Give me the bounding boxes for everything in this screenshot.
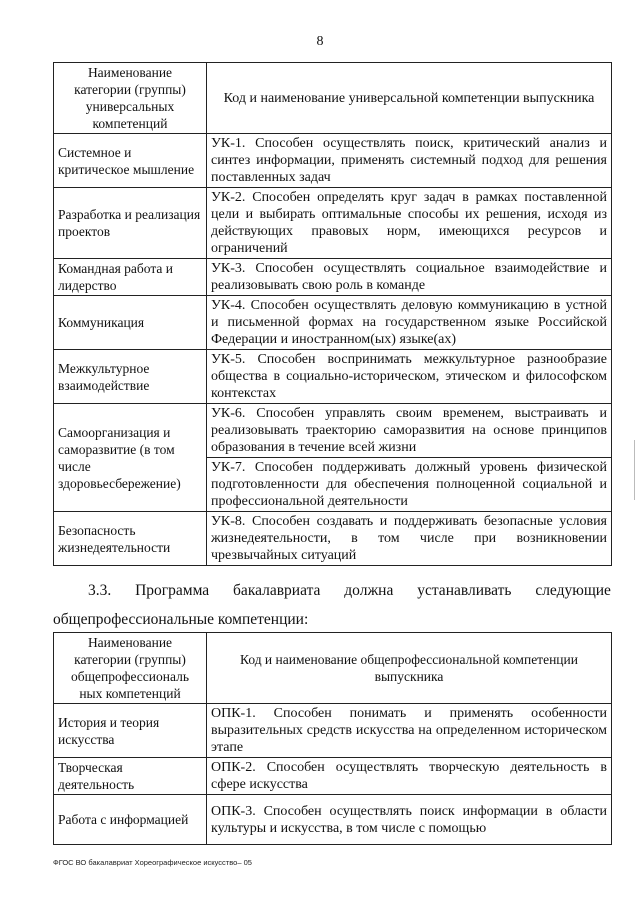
category-cell: Системное и критическое мышление: [54, 134, 207, 188]
paragraph-word: устанавливать: [417, 582, 512, 599]
competence-cell: УК-5. Способен воспринимать межкультурное разнообразие общества в социально-историческом, этическом и философском контекстах: [207, 350, 612, 404]
competence-cell: УК-4. Способен осуществлять деловую коммуникацию в устной и письменной формах на государственном языке Российской Федерации и иностранном(ых) языке(ах): [207, 296, 612, 350]
category-cell: Самоорганизация и саморазвитие (в том числе здоровьесбережение): [54, 404, 207, 512]
category-cell: История и теория искусства: [54, 704, 207, 758]
header-category: Наименование категории (группы) универсальных компетенций: [54, 63, 207, 134]
paragraph-word: должна: [344, 582, 394, 599]
table-row: [54, 350, 612, 404]
header-code: Код и наименование универсальной компетенции выпускника: [207, 63, 612, 134]
paragraph-word: Программа: [135, 582, 210, 599]
competence-cell: УК-6. Способен управлять своим временем, выстраивать и реализовывать траекторию саморазвития на основе принципов образования в течение всей жизни: [207, 404, 612, 458]
paragraph-line: общепрофессиональные компетенции:: [53, 611, 309, 628]
table-row: [54, 134, 612, 188]
general-professional-competencies-table: [53, 632, 612, 845]
category-cell: Разработка и реализация проектов: [54, 188, 207, 259]
table-row: [54, 704, 612, 758]
table-row: [54, 259, 612, 296]
table-header-row: [54, 63, 612, 134]
category-cell: Безопасность жизнедеятельности: [54, 512, 207, 566]
paragraph-line: [53, 582, 611, 600]
competence-cell: ОПК-2. Способен осуществлять творческую деятельность в сфере искусства: [207, 758, 612, 795]
document-footer: ФГОС ВО бакалавриат Хореографическое искусство– 05: [53, 858, 252, 867]
table-row: [54, 404, 612, 458]
category-cell: Работа с информацией: [54, 795, 207, 845]
competence-cell: УК-3. Способен осуществлять социальное взаимодействие и реализовывать свою роль в команде: [207, 259, 612, 296]
competence-cell: УК-2. Способен определять круг задач в рамках поставленной цели и выбирать оптимальные способы их решения, исходя из действующих правовых норм, имеющихся ресурсов и ограничений: [207, 188, 612, 259]
table-row: [54, 296, 612, 350]
page-number: 8: [316, 34, 324, 49]
universal-competencies-table: [53, 62, 612, 566]
paragraph-word: бакалавриата: [233, 582, 321, 599]
category-cell: Творческая деятельность: [54, 758, 207, 795]
header-code: Код и наименование общепрофессиональной компетенции выпускника: [207, 633, 612, 704]
competence-cell: ОПК-3. Способен осуществлять поиск информации в области культуры и искусства, в том числе с помощью: [207, 795, 612, 845]
table-header-row: [54, 633, 612, 704]
paragraph-word: следующие: [535, 582, 611, 599]
table-row: [54, 512, 612, 566]
competence-cell: ОПК-1. Способен понимать и применять особенности выразительных средств искусства на определенном историческом этапе: [207, 704, 612, 758]
header-category: Наименование категории (группы) общепрофессиональ ных компетенций: [54, 633, 207, 704]
category-cell: Командная работа и лидерство: [54, 259, 207, 296]
section-number: 3.3.: [88, 582, 112, 599]
scan-artifact: [634, 440, 635, 500]
table-row: [54, 795, 612, 845]
competence-cell: УК-7. Способен поддерживать должный уровень физической подготовленности для обеспечения полноценной социальной и профессиональной деятельности: [207, 458, 612, 512]
category-cell: Межкультурное взаимодействие: [54, 350, 207, 404]
table-row: [54, 758, 612, 795]
table-row: [54, 188, 612, 259]
competence-cell: УК-1. Способен осуществлять поиск, критический анализ и синтез информации, применять системный подход для решения поставленных задач: [207, 134, 612, 188]
competence-cell: УК-8. Способен создавать и поддерживать безопасные условия жизнедеятельности, в том числе при возникновении чрезвычайных ситуаций: [207, 512, 612, 566]
category-cell: Коммуникация: [54, 296, 207, 350]
